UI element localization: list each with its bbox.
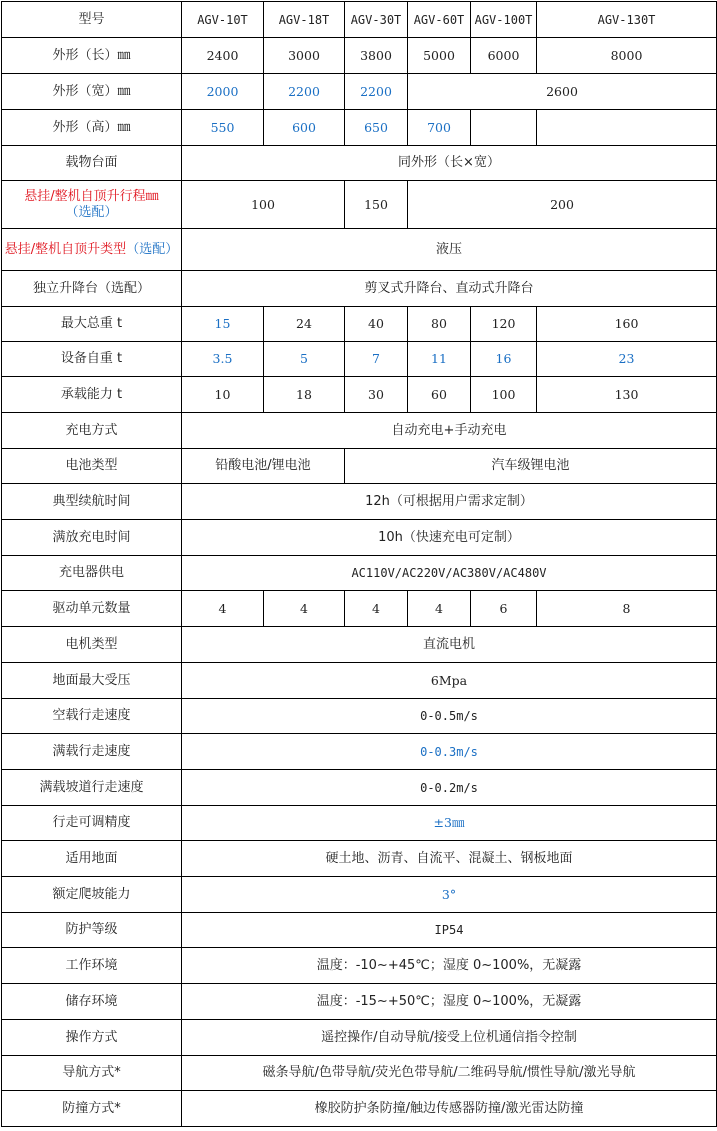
- row-label-independent-lift: 独立升降台（选配）: [2, 271, 182, 307]
- cell-value-merged: 0-0.2m/s: [182, 770, 717, 806]
- row-label-speed-empty: 空载行走速度: [2, 699, 182, 734]
- cell-value: 120: [471, 307, 537, 342]
- cell-value: 2000: [182, 74, 264, 110]
- table-row-motor: [2, 627, 717, 663]
- row-label-length: 外形（长）㎜: [2, 38, 182, 74]
- cell-value-merged: 橡胶防护条防撞/触边传感器防撞/激光雷达防撞: [182, 1091, 717, 1127]
- model-agv-130t: AGV-130T: [537, 2, 717, 38]
- cell-value: 23: [537, 342, 717, 377]
- cell-value-empty: [537, 110, 717, 146]
- cell-value-merged: 6Mpa: [182, 663, 717, 699]
- row-label-operation: 操作方式: [2, 1020, 182, 1056]
- table-row-width: [2, 74, 717, 110]
- row-label-model: 型号: [2, 2, 182, 38]
- table-row-lift-stroke: [2, 181, 717, 229]
- model-agv-18t: AGV-18T: [264, 2, 345, 38]
- table-row-ground: [2, 841, 717, 877]
- lift-type-label-text: 悬挂/整机自顶升类型: [4, 241, 127, 257]
- lift-type-label-note: （选配）: [126, 241, 179, 257]
- table-row-height: [2, 110, 717, 146]
- cell-value: 550: [182, 110, 264, 146]
- cell-value: 8000: [537, 38, 717, 74]
- cell-value-empty: [471, 110, 537, 146]
- table-row-load-capacity: [2, 377, 717, 413]
- table-row-charge-time: [2, 520, 717, 556]
- cell-value: 铅酸电池/锂电池: [182, 449, 345, 484]
- row-label-endurance: 典型续航时间: [2, 484, 182, 520]
- cell-value-merged: 直流电机: [182, 627, 717, 663]
- cell-value-merged: IP54: [182, 913, 717, 948]
- table-row-self-weight: [2, 342, 717, 377]
- row-label-ground-pressure: 地面最大受压: [2, 663, 182, 699]
- cell-value: 汽车级锂电池: [345, 449, 717, 484]
- row-label-max-total-weight: 最大总重 t: [2, 307, 182, 342]
- cell-value: 700: [408, 110, 471, 146]
- cell-value: 5000: [408, 38, 471, 74]
- cell-value: 7: [345, 342, 408, 377]
- row-label-lift-stroke: [2, 181, 182, 229]
- cell-value: 40: [345, 307, 408, 342]
- cell-value: 6000: [471, 38, 537, 74]
- cell-value: 3800: [345, 38, 408, 74]
- cell-value: 80: [408, 307, 471, 342]
- row-label-width: 外形（宽）㎜: [2, 74, 182, 110]
- cell-value: 4: [408, 591, 471, 627]
- table-row-drive-units: [2, 591, 717, 627]
- cell-value-merged: 10h（快速充电可定制）: [182, 520, 717, 556]
- model-agv-100t: AGV-100T: [471, 2, 537, 38]
- cell-value: 3.5: [182, 342, 264, 377]
- cell-value-merged: 自动充电+手动充电: [182, 413, 717, 449]
- row-label-height: 外形（高）㎜: [2, 110, 182, 146]
- cell-value-merged: ±3㎜: [182, 806, 717, 841]
- cell-value: 100: [182, 181, 345, 229]
- cell-value-merged: 0-0.5m/s: [182, 699, 717, 734]
- cell-value-merged: 剪叉式升降台、直动式升降台: [182, 271, 717, 307]
- cell-value: 11: [408, 342, 471, 377]
- row-label-speed-loaded: 满载行走速度: [2, 734, 182, 770]
- cell-value-merged: 0-0.3m/s: [182, 734, 717, 770]
- table-row-speed-slope: [2, 770, 717, 806]
- cell-value: 4: [264, 591, 345, 627]
- model-agv-60t: AGV-60T: [408, 2, 471, 38]
- cell-value: 200: [408, 181, 717, 229]
- table-row-model: [2, 2, 717, 38]
- row-label-battery: 电池类型: [2, 449, 182, 484]
- table-row-operation: [2, 1020, 717, 1056]
- cell-value: 24: [264, 307, 345, 342]
- cell-value: 160: [537, 307, 717, 342]
- row-label-platform: 载物台面: [2, 146, 182, 181]
- table-row-charger-supply: [2, 556, 717, 591]
- cell-value-merged: 遥控操作/自动导航/接受上位机通信指令控制: [182, 1020, 717, 1056]
- row-label-protection: 防护等级: [2, 913, 182, 948]
- table-row-work-env: [2, 948, 717, 984]
- table-row-length: [2, 38, 717, 74]
- row-label-storage-env: 储存环境: [2, 984, 182, 1020]
- cell-value-merged: 磁条导航/色带导航/荧光色带导航/二维码导航/惯性导航/激光导航: [182, 1056, 717, 1091]
- table-row-max-total-weight: [2, 307, 717, 342]
- row-label-load-capacity: 承载能力 t: [2, 377, 182, 413]
- row-label-lift-type: [2, 229, 182, 271]
- model-agv-30t: AGV-30T: [345, 2, 408, 38]
- table-row-endurance: [2, 484, 717, 520]
- row-label-collision: 防撞方式*: [2, 1091, 182, 1127]
- cell-value: 150: [345, 181, 408, 229]
- cell-value: 100: [471, 377, 537, 413]
- cell-value: 18: [264, 377, 345, 413]
- cell-value: 5: [264, 342, 345, 377]
- table-row-collision: [2, 1091, 717, 1127]
- row-label-precision: 行走可调精度: [2, 806, 182, 841]
- row-label-motor: 电机类型: [2, 627, 182, 663]
- cell-value: 16: [471, 342, 537, 377]
- row-label-climb: 额定爬坡能力: [2, 877, 182, 913]
- cell-value-merged: 硬土地、沥青、自流平、混凝土、钢板地面: [182, 841, 717, 877]
- cell-value: 6: [471, 591, 537, 627]
- cell-value: 60: [408, 377, 471, 413]
- table-row-climb: [2, 877, 717, 913]
- cell-value: 15: [182, 307, 264, 342]
- table-row-charging: [2, 413, 717, 449]
- cell-value: 2400: [182, 38, 264, 74]
- cell-value: 3000: [264, 38, 345, 74]
- cell-value-merged: 3°: [182, 877, 717, 913]
- table-row-protection: [2, 913, 717, 948]
- cell-value: 4: [345, 591, 408, 627]
- row-label-navigation: 导航方式*: [2, 1056, 182, 1091]
- cell-value-merged: 12h（可根据用户需求定制）: [182, 484, 717, 520]
- row-label-charge-time: 满放充电时间: [2, 520, 182, 556]
- row-label-charging: 充电方式: [2, 413, 182, 449]
- cell-value: 600: [264, 110, 345, 146]
- cell-value: 10: [182, 377, 264, 413]
- cell-value-merged: 温度：-15~+50℃；湿度 0~100%，无凝露: [182, 984, 717, 1020]
- row-label-work-env: 工作环境: [2, 948, 182, 984]
- table-row-ground-pressure: [2, 663, 717, 699]
- cell-value: 130: [537, 377, 717, 413]
- lift-stroke-label-text: 悬挂/整机自顶升行程㎜: [24, 188, 159, 204]
- table-row-storage-env: [2, 984, 717, 1020]
- cell-value: 650: [345, 110, 408, 146]
- cell-value-merged: 液压: [182, 229, 717, 271]
- cell-value-merged: AC110V/AC220V/AC380V/AC480V: [182, 556, 717, 591]
- spec-table: [1, 1, 717, 1127]
- row-label-speed-slope: 满载坡道行走速度: [2, 770, 182, 806]
- row-label-charger-supply: 充电器供电: [2, 556, 182, 591]
- row-label-ground: 适用地面: [2, 841, 182, 877]
- cell-value: 4: [182, 591, 264, 627]
- cell-value: 8: [537, 591, 717, 627]
- row-label-self-weight: 设备自重 t: [2, 342, 182, 377]
- cell-value: 30: [345, 377, 408, 413]
- table-row-independent-lift: [2, 271, 717, 307]
- lift-stroke-label-note: （选配）: [65, 204, 118, 220]
- table-row-battery: [2, 449, 717, 484]
- table-row-lift-type: [2, 229, 717, 271]
- table-row-platform: [2, 146, 717, 181]
- cell-value-merged: 2600: [408, 74, 717, 110]
- cell-value: 2200: [345, 74, 408, 110]
- table-row-speed-loaded: [2, 734, 717, 770]
- cell-value: 2200: [264, 74, 345, 110]
- model-agv-10t: AGV-10T: [182, 2, 264, 38]
- cell-value-merged: 温度：-10~+45℃；湿度 0~100%，无凝露: [182, 948, 717, 984]
- table-row-speed-empty: [2, 699, 717, 734]
- row-label-drive-units: 驱动单元数量: [2, 591, 182, 627]
- table-row-navigation: [2, 1056, 717, 1091]
- table-row-precision: [2, 806, 717, 841]
- cell-value-merged: 同外形（长×宽）: [182, 146, 717, 181]
